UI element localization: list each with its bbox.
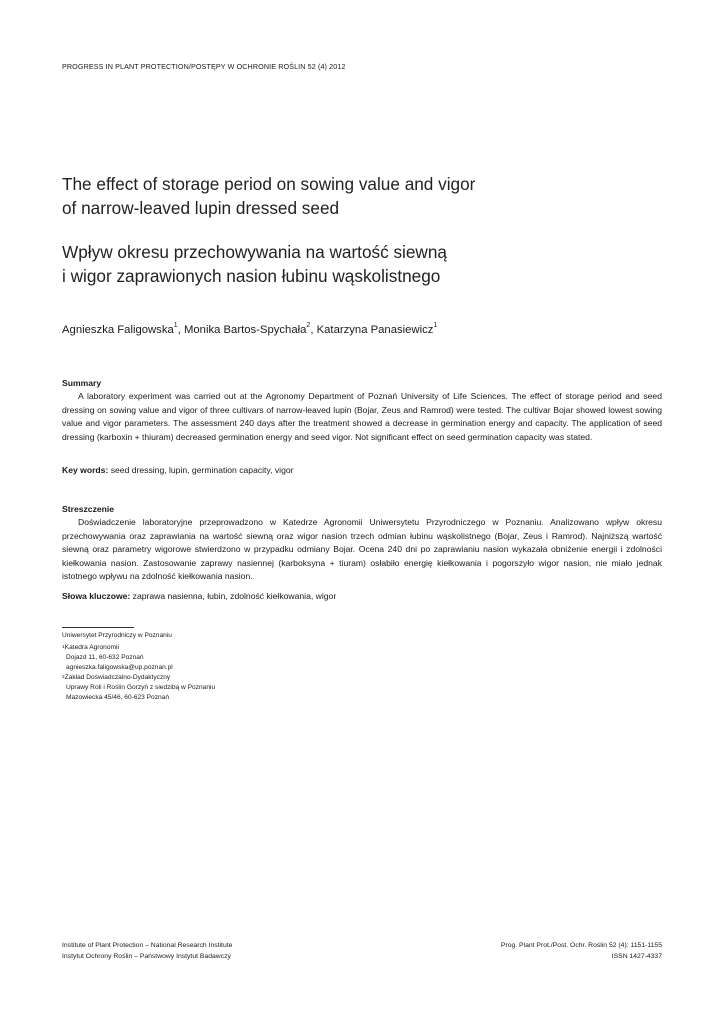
author-name: Agnieszka Faligowska bbox=[62, 324, 174, 336]
footnote-mark: 1 bbox=[62, 645, 65, 650]
author-affiliation-mark: 2 bbox=[306, 322, 311, 329]
streszczenie-heading: Streszczenie bbox=[62, 504, 115, 514]
footnote-text: Dojazd 11, 60-632 Poznań bbox=[66, 654, 144, 661]
streszczenie-text: Doświadczenie laboratoryjne przeprowadzono w Katedrze Agronomii Uniwersytetu Przyrodniczego w Poznaniu. Analizowano wpływ okresu przechowywania oraz zaprawiania na wartość siewną oraz wigor nasion trzech odmian łubinu wąskolistnego (Bojar, Zeus i Ramrod). Najniższą wartość siewną oraz parametry wigorowe stwierdzono w przypadku odmiany Bojar. Ocena 240 dni po zaprawianiu nasion wykazała obniżenie energii i zdolności kiełkowania nasion. Zastosowanie zaprawy nasiennej (karboksyna + tiuram) osłabiło energię kiełkowania i pogorszyło wigor nasion, nie miało jednak istotnego wpływu na zdolność kiełkowania nasion. bbox=[62, 517, 662, 582]
footnote-block-3 bbox=[62, 673, 215, 703]
keywords-values: zaprawa nasienna, łubin, zdolność kiełkowania, wigor bbox=[130, 591, 337, 601]
keywords-english bbox=[62, 465, 294, 475]
footnote-text: Uniwersytet Przyrodniczy w Poznaniu bbox=[62, 632, 172, 639]
author-list bbox=[62, 324, 437, 336]
author-affiliation-mark: 1 bbox=[173, 322, 178, 329]
keywords-polish bbox=[62, 591, 336, 601]
footnote-block-2 bbox=[62, 643, 173, 673]
footer-institute-pl: Instytut Ochrony Roślin – Państwowy Instytut Badawczy bbox=[62, 953, 231, 960]
footnote-line bbox=[62, 631, 172, 641]
footer-institute bbox=[62, 940, 232, 962]
footnote-line bbox=[62, 683, 215, 693]
footnote-text: Zakład Doświadczalno-Dydaktyczny bbox=[64, 674, 171, 681]
footnote-rule bbox=[62, 627, 134, 628]
footer-citation bbox=[501, 940, 662, 962]
footer-issn: ISSN 1427-4337 bbox=[611, 953, 662, 960]
footer-institute-en: Institute of Plant Protection – National Research Institute bbox=[62, 942, 233, 949]
footnote-text: Mazowiecka 45/46, 60-623 Poznań bbox=[66, 694, 170, 701]
footnote-line bbox=[62, 653, 173, 663]
footnote-block-1 bbox=[62, 631, 172, 641]
footnote-text: Katedra Agronomii bbox=[64, 644, 119, 651]
title-english-line-2: of narrow-leaved lupin dressed seed bbox=[62, 198, 340, 218]
author-separator: , bbox=[177, 324, 184, 336]
keywords-label: Key words: bbox=[62, 465, 109, 475]
footer-citation-line: Prog. Plant Prot./Post. Ochr. Roślin 52 (4): 1151-1155 bbox=[500, 942, 662, 949]
keywords-label: Słowa kluczowe: bbox=[62, 591, 131, 601]
author-separator: , bbox=[310, 324, 317, 336]
title-polish-line-1: Wpływ okresu przechowywania na wartość siewną bbox=[62, 242, 447, 262]
author-name: Katarzyna Panasiewicz bbox=[316, 324, 434, 336]
footnote-line bbox=[62, 663, 173, 673]
title-polish bbox=[62, 240, 682, 288]
footnote-line bbox=[62, 643, 173, 653]
author-name: Monika Bartos-Spychała bbox=[183, 324, 307, 336]
footnote-line bbox=[62, 673, 215, 683]
keywords-values: seed dressing, lupin, germination capacity, vigor bbox=[108, 465, 294, 475]
footnote-line bbox=[62, 693, 215, 703]
summary-text: A laboratory experiment was carried out at the Agronomy Department of Poznań University of Life Sciences. The effect of storage period and seed dressing on sowing value and vigor of three cultivars of narrow-leaved lupin (Bojar, Zeus and Ramrod) were tested. The cultivar Bojar showed lowest sowing value and vigor parameters. The assessment 240 days after the treatment showed a decrease in germination energy and capacity. The application of seed dressing (karboxin + thiuram) decreased germination energy and seed vigor. Not significant effect on seed germination capacity was stated. bbox=[62, 391, 662, 442]
running-head: PROGRESS IN PLANT PROTECTION/POSTĘPY W OCHRONIE ROŚLIN 52 (4) 2012 bbox=[62, 62, 346, 71]
footnote-text: Uprawy Roli i Roślin Gorzyń z siedzibą w Poznaniu bbox=[66, 684, 216, 691]
summary-heading: Summary bbox=[62, 378, 102, 388]
title-polish-line-2: i wigor zaprawionych nasion łubinu wąskolistnego bbox=[62, 266, 441, 286]
title-english-line-1: The effect of storage period on sowing value and vigor bbox=[62, 174, 476, 194]
author-affiliation-mark: 1 bbox=[433, 322, 438, 329]
title-english bbox=[62, 172, 682, 220]
footnote-email[interactable]: agnieszka.faligowska@up.poznan.pl bbox=[66, 664, 173, 671]
footnote-mark: 2 bbox=[62, 675, 65, 680]
